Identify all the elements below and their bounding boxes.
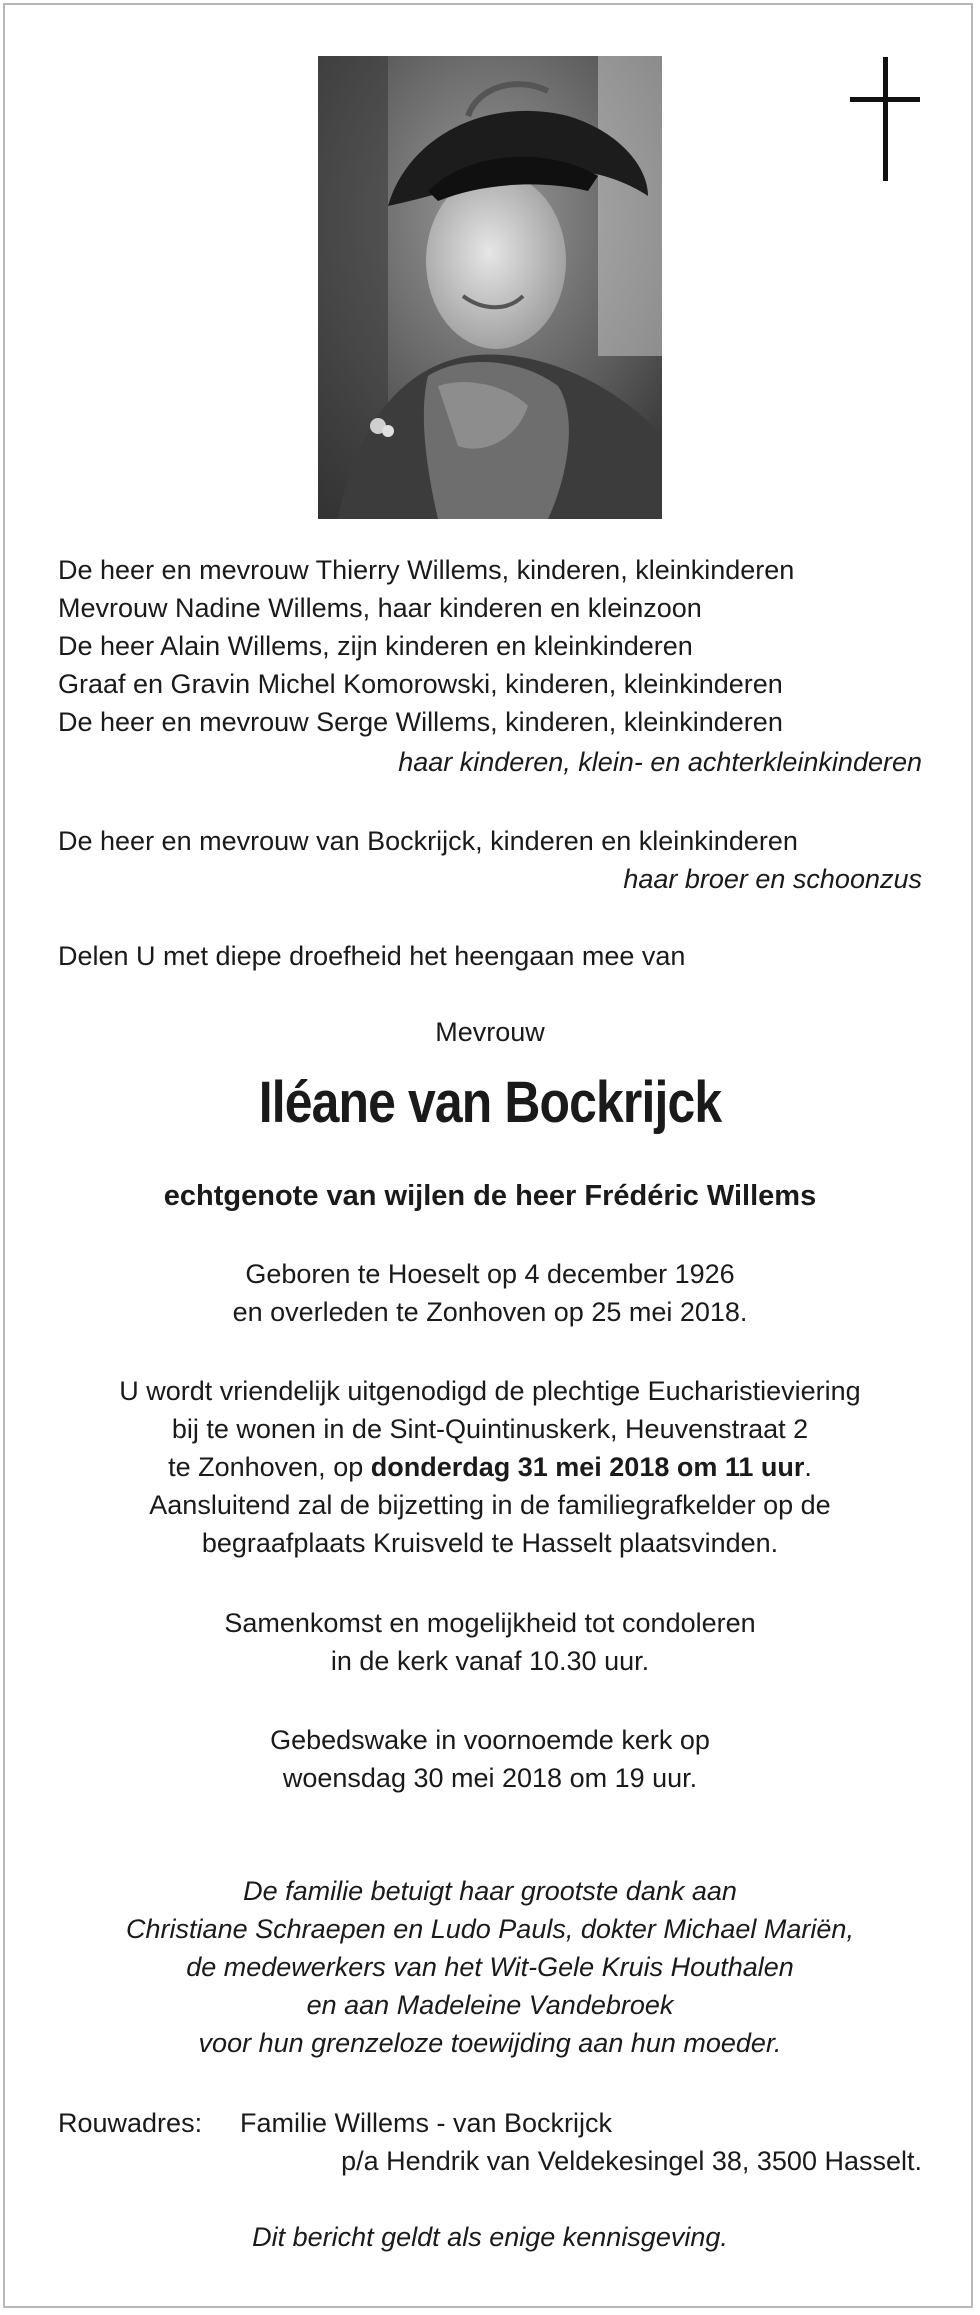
footer-note: Dit bericht geldt als enige kennisgeving.	[252, 2222, 728, 2252]
family-line-3: De heer Alain Willems, zijn kinderen en kleinkinderen	[58, 631, 693, 661]
family-line-5: De heer en mevrouw Serge Willems, kinderen, kleinkinderen	[58, 707, 783, 737]
family-line-4: Graaf en Gravin Michel Komorowski, kinderen, kleinkinderen	[58, 669, 783, 699]
address-line-2: p/a Hendrik van Veldekesingel 38, 3500 Hasselt.	[341, 2146, 922, 2176]
family-line-2: Mevrouw Nadine Willems, haar kinderen en kleinzoon	[58, 593, 702, 623]
service-line-5: begraafplaats Kruisveld te Hasselt plaatsvinden.	[201, 1528, 779, 1558]
cross-icon	[845, 57, 925, 182]
death-line: en overleden te Zonhoven op 25 mei 2018.	[232, 1297, 748, 1327]
address-line-1: Familie Willems - van Bockrijck	[240, 2108, 613, 2138]
title: Mevrouw	[435, 1017, 545, 1047]
wake-line-1: Gebedswake in voornoemde kerk op	[270, 1725, 710, 1755]
spouse-line: echtgenote van wijlen de heer Frédéric Willems	[163, 1180, 817, 1212]
announcement: Delen U met diepe droefheid het heengaan mee van	[58, 941, 686, 971]
address-label: Rouwadres:	[58, 2108, 203, 2138]
service-date: donderdag 31 mei 2018 om 11 uur	[370, 1452, 805, 1482]
thanks-line-2: Christiane Schraepen en Ludo Pauls, dokter Michael Mariën,	[126, 1914, 854, 1944]
sibling-line: De heer en mevrouw van Bockrijck, kinderen en kleinkinderen	[58, 826, 798, 856]
sibling-relation: haar broer en schoonzus	[623, 864, 922, 894]
portrait-photo	[318, 56, 662, 519]
wake-line-2: woensdag 30 mei 2018 om 19 uur.	[282, 1763, 698, 1793]
thanks-line-3: de medewerkers van het Wit-Gele Kruis Houthalen	[186, 1952, 794, 1982]
thanks-line-1: De familie betuigt haar grootste dank aan	[243, 1876, 737, 1906]
service-line-2: bij te wonen in de Sint-Quintinuskerk, Heuvenstraat 2	[171, 1414, 809, 1444]
family-line-1: De heer en mevrouw Thierry Willems, kinderen, kleinkinderen	[58, 555, 795, 585]
deceased-name: Iléane van Bockrijck	[258, 1070, 722, 1135]
condolence-line-2: in de kerk vanaf 10.30 uur.	[330, 1646, 650, 1676]
service-line-4: Aansluitend zal de bijzetting in de familiegrafkelder op de	[149, 1490, 831, 1520]
service-line-3: te Zonhoven, op donderdag 31 mei 2018 om 11 uur.	[168, 1452, 812, 1482]
birth-line: Geboren te Hoeselt op 4 december 1926	[245, 1259, 735, 1289]
thanks-line-4: en aan Madeleine Vandebroek	[306, 1990, 674, 2020]
thanks-line-5: voor hun grenzeloze toewijding aan hun moeder.	[198, 2028, 782, 2058]
families-relation: haar kinderen, klein- en achterkleinkinderen	[398, 747, 922, 777]
service-line-1: U wordt vriendelijk uitgenodigd de plechtige Eucharistieviering	[119, 1376, 861, 1406]
condolence-line-1: Samenkomst en mogelijkheid tot condoleren	[224, 1608, 756, 1638]
